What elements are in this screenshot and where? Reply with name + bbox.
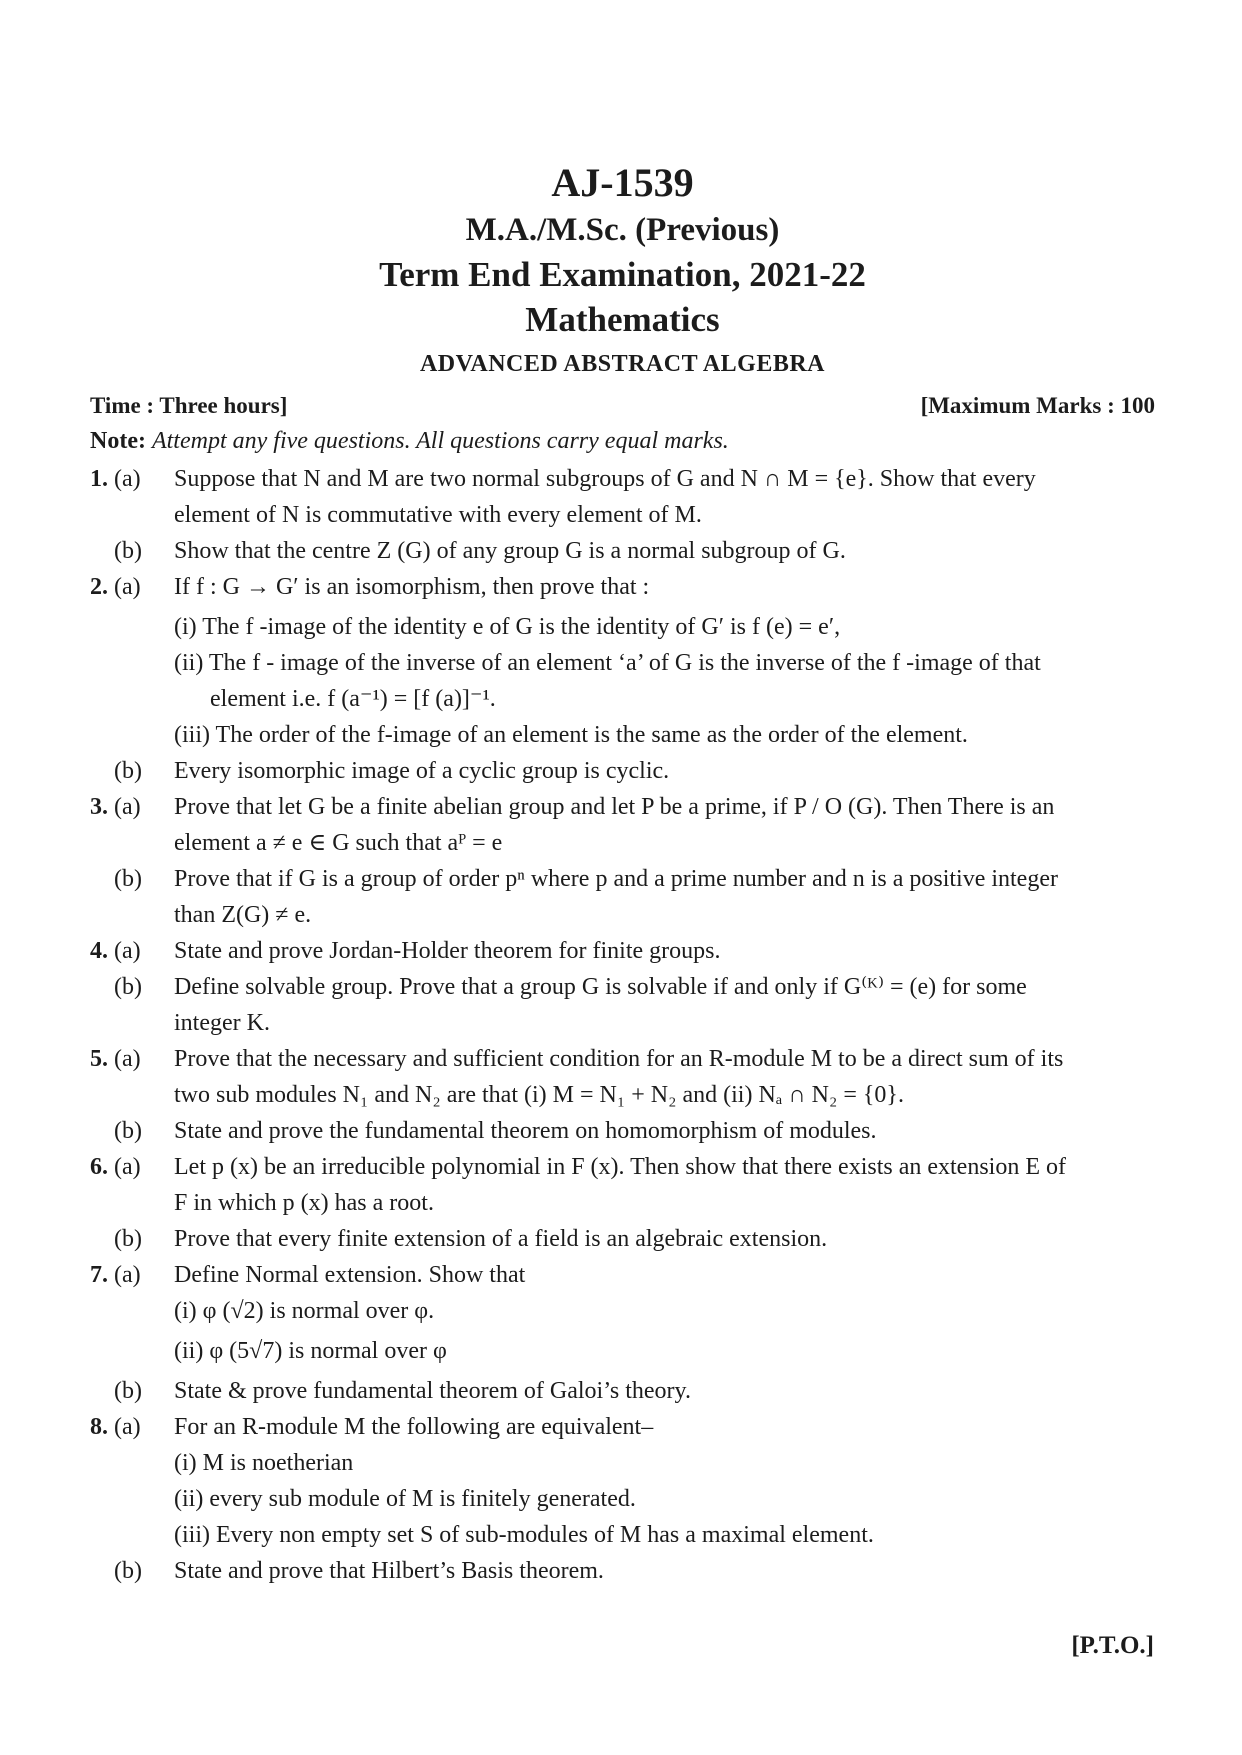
question-text-continued: integer K. bbox=[174, 1010, 270, 1036]
exam-title: Term End Examination, 2021-22 bbox=[379, 255, 866, 294]
pto-label: [P.T.O.] bbox=[1071, 1632, 1154, 1659]
exam-meta bbox=[90, 388, 1155, 424]
question-number: 2. bbox=[90, 574, 108, 600]
question-text: Let p (x) be an irreducible polynomial in F (x). Then show that there exists an extension E of bbox=[174, 1154, 1066, 1180]
part-label: (a) bbox=[114, 794, 141, 820]
question-text: State and prove Jordan-Holder theorem for finite groups. bbox=[174, 938, 721, 964]
question-subpart: (ii) φ (5√7) is normal over φ bbox=[174, 1338, 447, 1364]
part-label: (b) bbox=[114, 1118, 142, 1144]
instructions-note bbox=[90, 424, 1155, 459]
question-text-continued: than Z(G) ≠ e. bbox=[174, 902, 312, 928]
questions-list bbox=[90, 461, 1155, 1589]
note-text: Attempt any five questions. All questions carry equal marks. bbox=[151, 428, 729, 454]
question-subpart-continued: element i.e. f (a⁻¹) = [f (a)]⁻¹. bbox=[210, 686, 496, 712]
part-label: (a) bbox=[114, 938, 141, 964]
question-subpart: (iii) Every non empty set S of sub-modules of M has a maximal element. bbox=[174, 1522, 874, 1548]
question-text: Prove that let G be a finite abelian group and let P be a prime, if P / O (G). Then There is an bbox=[174, 794, 1055, 820]
part-label: (b) bbox=[114, 758, 142, 784]
question-text-continued: element of N is commutative with every element of M. bbox=[174, 502, 702, 528]
question-subpart: (i) M is noetherian bbox=[174, 1450, 354, 1476]
part-label: (a) bbox=[114, 1154, 141, 1180]
question-text: Show that the centre Z (G) of any group G is a normal subgroup of G. bbox=[174, 538, 846, 564]
question-text-continued: two sub modules N₁ and N₂ are that (i) M = N₁ + N₂ and (ii) Nₐ ∩ N₂ = {0}. bbox=[174, 1082, 904, 1108]
question-6a bbox=[90, 1149, 1155, 1185]
question-text: Define solvable group. Prove that a group G is solvable if and only if G⁽ᴷ⁾ = (e) for some bbox=[174, 974, 1027, 1000]
question-text: State and prove the fundamental theorem on homomorphism of modules. bbox=[174, 1118, 877, 1144]
question-6b bbox=[90, 1221, 1155, 1257]
question-text: Define Normal extension. Show that bbox=[174, 1262, 526, 1288]
max-marks-label: [Maximum Marks : 100 bbox=[920, 393, 1155, 418]
question-5b bbox=[90, 1113, 1155, 1149]
paper-code: AJ-1539 bbox=[551, 160, 694, 205]
part-label: (a) bbox=[114, 466, 141, 492]
question-7b bbox=[90, 1373, 1155, 1409]
part-label: (b) bbox=[114, 1558, 142, 1584]
question-text: Prove that the necessary and sufficient condition for an R-module M to be a direct sum of its bbox=[174, 1046, 1064, 1072]
question-5a bbox=[90, 1041, 1155, 1077]
part-label: (a) bbox=[114, 1414, 141, 1440]
part-label: (b) bbox=[114, 538, 142, 564]
question-3a bbox=[90, 789, 1155, 825]
question-number: 8. bbox=[90, 1414, 108, 1440]
question-number: 1. bbox=[90, 466, 108, 492]
question-number: 5. bbox=[90, 1046, 108, 1072]
question-number: 6. bbox=[90, 1154, 108, 1180]
question-text: For an R-module M the following are equivalent– bbox=[174, 1414, 654, 1440]
part-label: (b) bbox=[114, 1226, 142, 1252]
question-text-continued: element a ≠ e ∈ G such that aᴾ = e bbox=[174, 830, 503, 856]
question-text: Prove that every finite extension of a field is an algebraic extension. bbox=[174, 1226, 828, 1252]
question-number: 7. bbox=[90, 1262, 108, 1288]
question-text: State & prove fundamental theorem of Galoi’s theory. bbox=[174, 1378, 691, 1404]
question-1b bbox=[90, 533, 1155, 569]
exam-paper bbox=[90, 150, 1155, 1589]
question-subpart: (iii) The order of the f-image of an element is the same as the order of the element. bbox=[174, 722, 968, 748]
question-text: Suppose that N and M are two normal subgroups of G and N ∩ M = {e}. Show that every bbox=[174, 466, 1036, 492]
question-text: State and prove that Hilbert’s Basis theorem. bbox=[174, 1558, 604, 1584]
question-4a bbox=[90, 933, 1155, 969]
question-text-continued: F in which p (x) has a root. bbox=[174, 1190, 434, 1216]
part-label: (b) bbox=[114, 866, 142, 892]
question-8b bbox=[90, 1553, 1155, 1589]
question-number: 4. bbox=[90, 938, 108, 964]
question-text: Prove that if G is a group of order pⁿ where p and a prime number and n is a positive integer bbox=[174, 866, 1058, 892]
part-label: (b) bbox=[114, 974, 142, 1000]
part-label: (b) bbox=[114, 1378, 142, 1404]
note-label: Note: bbox=[90, 428, 146, 454]
question-2b bbox=[90, 753, 1155, 789]
paper-title: ADVANCED ABSTRACT ALGEBRA bbox=[419, 351, 826, 377]
question-subpart: (ii) The f - image of the inverse of an element ‘a’ of G is the inverse of the f -image of that bbox=[174, 650, 1041, 676]
question-text: Every isomorphic image of a cyclic group is cyclic. bbox=[174, 758, 670, 784]
question-8a bbox=[90, 1409, 1155, 1445]
degree-title: M.A./M.Sc. (Previous) bbox=[465, 212, 780, 248]
question-number: 3. bbox=[90, 794, 108, 820]
question-1a bbox=[90, 461, 1155, 497]
part-label: (a) bbox=[114, 574, 141, 600]
subject-title: Mathematics bbox=[525, 300, 720, 339]
question-subpart: (i) The f -image of the identity e of G is the identity of G′ is f (e) = e′, bbox=[174, 614, 841, 640]
part-label: (a) bbox=[114, 1046, 141, 1072]
question-7a bbox=[90, 1257, 1155, 1293]
question-2a bbox=[90, 569, 1155, 605]
question-text: If f : G → G′ is an isomorphism, then prove that : bbox=[174, 574, 650, 600]
question-4b bbox=[90, 969, 1155, 1005]
question-subpart: (i) φ (√2) is normal over φ. bbox=[174, 1298, 435, 1324]
part-label: (a) bbox=[114, 1262, 141, 1288]
question-subpart: (ii) every sub module of M is finitely generated. bbox=[174, 1486, 636, 1512]
time-label: Time : Three hours] bbox=[90, 393, 288, 418]
question-3b bbox=[90, 861, 1155, 897]
